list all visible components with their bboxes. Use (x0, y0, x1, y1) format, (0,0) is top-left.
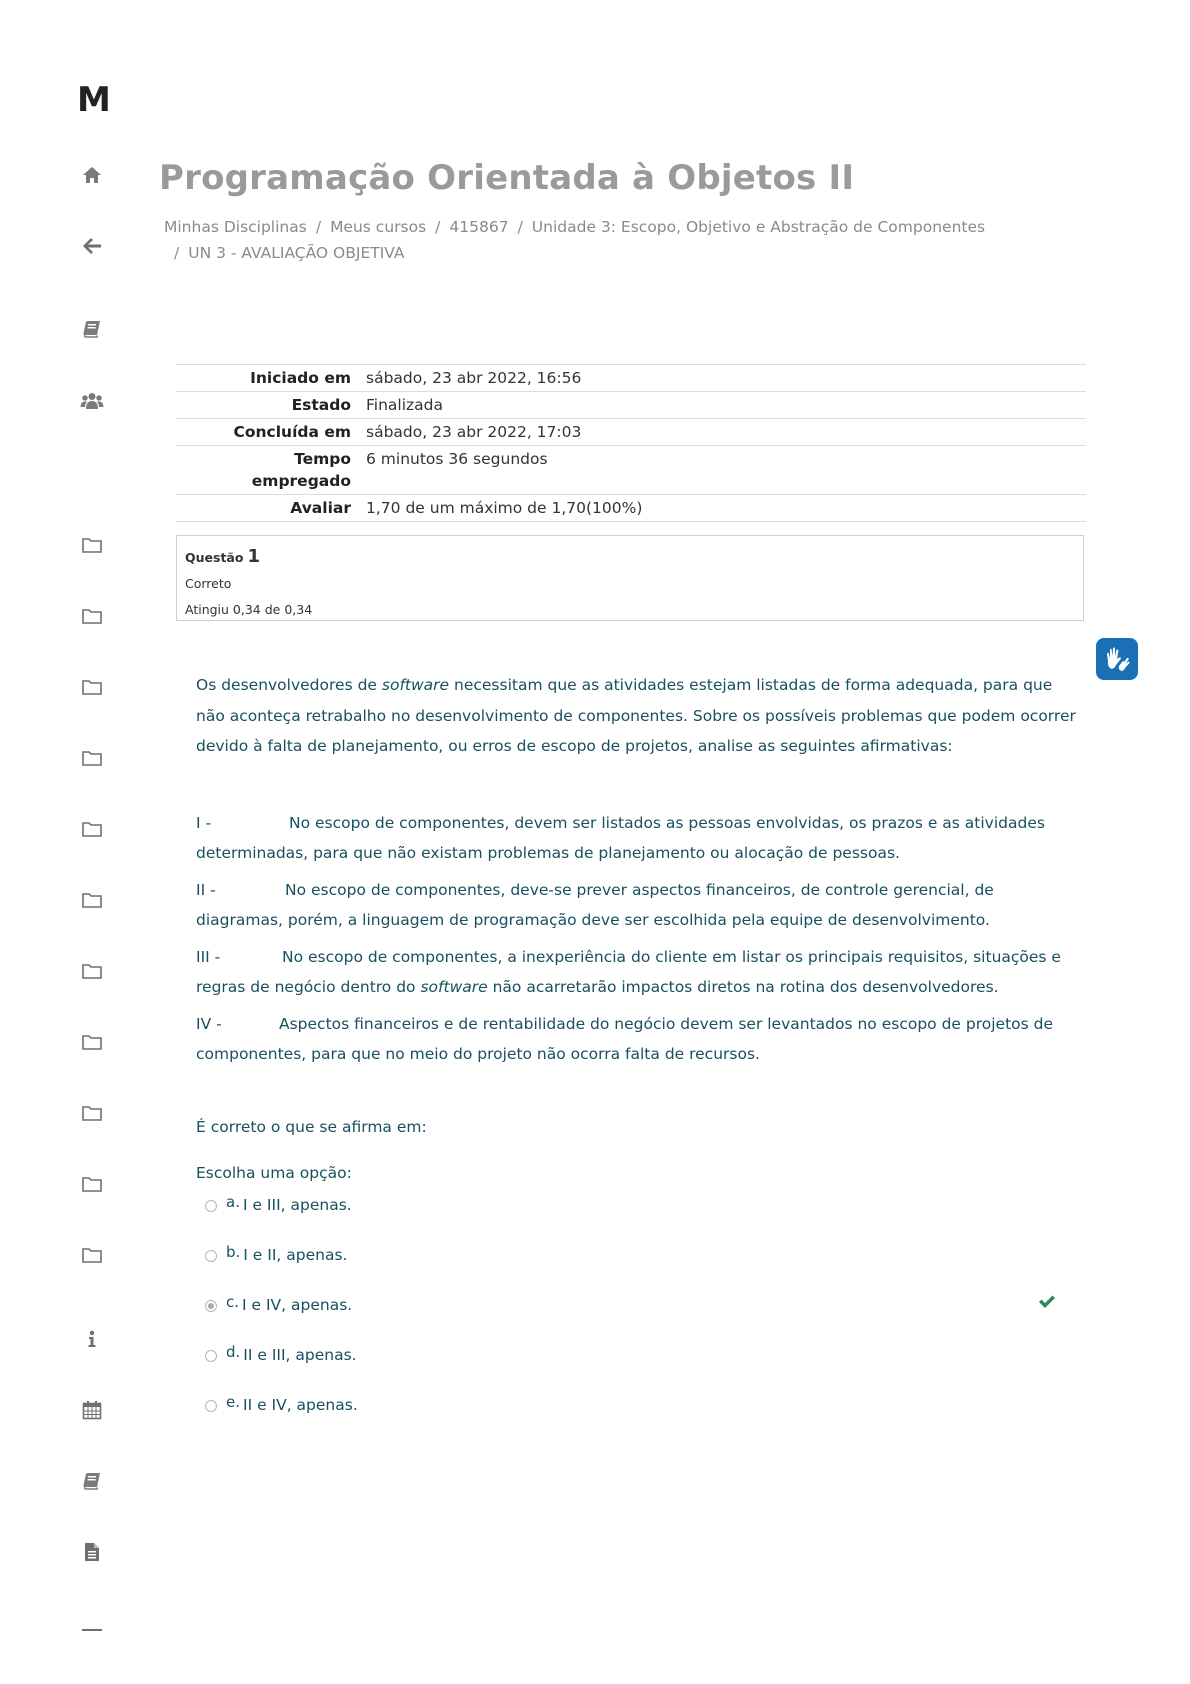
option-letter: a. (226, 1193, 240, 1211)
intro-text: Os desenvolvedores de (196, 676, 382, 694)
minus-icon[interactable] (79, 1617, 105, 1643)
summary-value: 6 minutos 36 segundos (366, 446, 1086, 495)
affirmative-text: No escopo de componentes, devem ser listados as pessoas envolvidas, os prazos e as atividades determinadas, para que não existam problemas de planejamento ou alocação de pessoas. (196, 813, 1045, 862)
question-info-box (176, 535, 1084, 621)
option-letter: c. (226, 1293, 240, 1311)
radio-button[interactable] (205, 1400, 217, 1412)
summary-label: Concluída em (176, 419, 366, 446)
breadcrumb-separator: / (174, 244, 180, 262)
summary-value: 1,70 de um máximo de 1,70(100%) (366, 495, 1086, 522)
breadcrumb-separator: / (435, 218, 441, 236)
folder-icon[interactable] (79, 887, 105, 913)
home-icon[interactable] (79, 162, 105, 188)
option-text: I e III, apenas. (242, 1196, 352, 1214)
folder-icon[interactable] (79, 1100, 105, 1126)
correct-check-icon (1038, 1294, 1056, 1313)
affirmative-number: IV - (196, 1014, 222, 1033)
intro-emphasis: software (381, 676, 450, 694)
sign-language-accessibility-button[interactable] (1096, 638, 1138, 680)
folder-icon[interactable] (79, 1242, 105, 1268)
info-icon[interactable] (79, 1326, 105, 1352)
summary-row (176, 446, 1086, 495)
question-grade: Atingiu 0,34 de 0,34 (185, 602, 313, 617)
breadcrumb-item-unidade[interactable]: Unidade 3: Escopo, Objetivo e Abstração de Componentes (531, 218, 986, 236)
arrow-left-icon[interactable] (79, 233, 105, 259)
option-text: I e II, apenas. (243, 1246, 348, 1264)
hands-icon (1103, 645, 1131, 673)
question-number-value: 1 (247, 546, 260, 567)
book-icon[interactable] (79, 316, 105, 342)
affirmative-item (196, 1009, 1076, 1070)
question-intro (196, 670, 1076, 762)
option-letter: d. (226, 1343, 241, 1361)
summary-row (176, 419, 1086, 446)
folder-icon[interactable] (79, 745, 105, 771)
site-logo[interactable]: M (77, 80, 109, 120)
question-label: Questão (185, 550, 244, 565)
summary-value: sábado, 23 abr 2022, 17:03 (366, 419, 1086, 446)
answer-option-e[interactable] (205, 1393, 358, 1414)
page-title: Programação Orientada à Objetos II (159, 158, 855, 198)
breadcrumb-item-avaliacao[interactable]: UN 3 - AVALIAÇÃO OBJETIVA (188, 244, 405, 262)
option-text: II e III, apenas. (243, 1346, 357, 1364)
folder-icon[interactable] (79, 1171, 105, 1197)
affirmative-number: II - (196, 880, 216, 899)
summary-row (176, 392, 1086, 419)
option-text: II e IV, apenas. (243, 1396, 358, 1414)
breadcrumb-item-meus-cursos[interactable]: Meus cursos (330, 218, 427, 236)
summary-label: Iniciado em (176, 365, 366, 392)
answer-option-b[interactable] (205, 1243, 348, 1264)
summary-row (176, 495, 1086, 522)
radio-button-selected[interactable] (205, 1300, 217, 1312)
affirmative-emphasis: software (420, 978, 488, 996)
summary-label: Tempo empregado (176, 446, 366, 495)
sidebar (0, 0, 185, 1684)
folder-icon[interactable] (79, 1029, 105, 1055)
breadcrumb-separator: / (517, 218, 523, 236)
breadcrumb-item-course-id[interactable]: 415867 (449, 218, 509, 236)
affirmative-text: No escopo de componentes, deve-se prever aspectos financeiros, de controle gerencial, de diagramas, porém, a linguagem de programação deve ser escolhida pela equipe de desenvolvimento. (196, 880, 994, 929)
radio-button[interactable] (205, 1350, 217, 1362)
folder-icon[interactable] (79, 674, 105, 700)
affirmative-number: I - (196, 813, 212, 832)
question-text (196, 670, 1076, 1070)
folder-icon[interactable] (79, 532, 105, 558)
option-text: I e IV, apenas. (242, 1296, 353, 1314)
affirmative-item (196, 808, 1076, 869)
affirmative-item (196, 942, 1076, 1003)
radio-button[interactable] (205, 1200, 217, 1212)
question-status: Correto (185, 576, 232, 591)
intro-text: necessitam que as atividades estejam listadas de forma adequada, para que não aconteça retrabalho no desenvolvimento de componentes. Sobre os possíveis problemas que podem ocorrer devido à falta de planejamento, ou erros de escopo de projetos, analise as seguintes afirmativas: (196, 676, 1076, 755)
affirmative-number: III - (196, 947, 221, 966)
choose-option-label: Escolha uma opção: (196, 1164, 352, 1182)
affirmative-item (196, 875, 1076, 936)
folder-icon[interactable] (79, 816, 105, 842)
book-icon[interactable] (79, 1468, 105, 1494)
option-letter: b. (226, 1243, 241, 1261)
summary-row (176, 365, 1086, 392)
radio-button[interactable] (205, 1250, 217, 1262)
affirmative-text: Aspectos financeiros e de rentabilidade do negócio devem ser levantados no escopo de projetos de componentes, para que no meio do projeto não ocorra falta de recursos. (196, 1014, 1054, 1063)
file-icon[interactable] (79, 1539, 105, 1565)
summary-label: Estado (176, 392, 366, 419)
attempt-summary-table (176, 364, 1086, 522)
answer-option-c[interactable] (205, 1293, 353, 1314)
summary-value: sábado, 23 abr 2022, 16:56 (366, 365, 1086, 392)
folder-icon[interactable] (79, 958, 105, 984)
answer-option-d[interactable] (205, 1343, 357, 1364)
question-number (185, 544, 1075, 571)
calendar-icon[interactable] (79, 1397, 105, 1423)
question-prompt: É correto o que se afirma em: (196, 1118, 427, 1136)
breadcrumb-item-minhas-disciplinas[interactable]: Minhas Disciplinas (164, 218, 307, 236)
summary-value: Finalizada (366, 392, 1086, 419)
answer-option-a[interactable] (205, 1193, 352, 1214)
affirmative-text: No escopo de componentes, a inexperiência do cliente em listar os principais requisitos, situações e regras de negócio dentro do (196, 947, 1061, 996)
breadcrumb (164, 214, 994, 266)
folder-icon[interactable] (79, 603, 105, 629)
affirmative-text: não acarretarão impactos diretos na rotina dos desenvolvedores. (487, 978, 999, 996)
option-letter: e. (226, 1393, 240, 1411)
summary-label: Avaliar (176, 495, 366, 522)
breadcrumb-separator: / (315, 218, 322, 236)
users-icon[interactable] (79, 388, 105, 414)
